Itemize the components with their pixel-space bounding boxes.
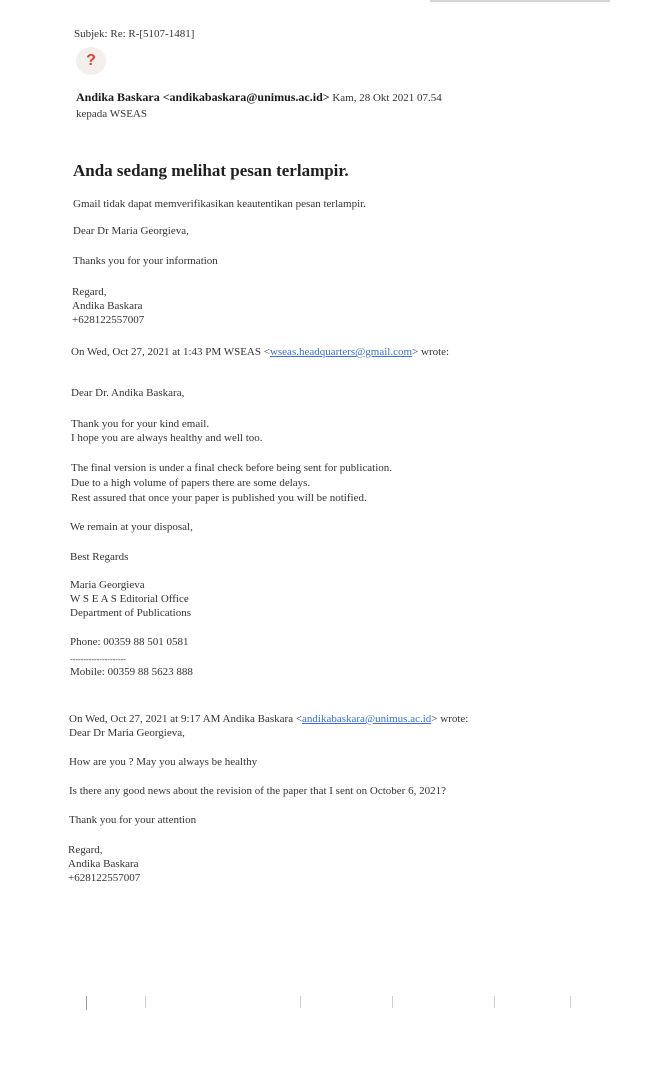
quote1-signature-line: Department of Publications: [70, 607, 191, 619]
quote2-signature-line: Regard,: [68, 844, 103, 856]
unknown-sender-avatar: [76, 47, 106, 75]
quote2-header: [69, 713, 468, 726]
andika-email-link[interactable]: andikabaskara@unimus.ac.id: [302, 713, 432, 725]
email-subject: Subjek: Re: R-[5107-1481]: [74, 28, 195, 40]
quote1-header-suffix: > wrote:: [412, 346, 450, 358]
quote2-line: Thank you for your attention: [69, 814, 197, 826]
verification-notice: Gmail tidak dapat memverifikasikan keautentikan pesan terlampir.: [73, 198, 366, 210]
scan-mark: [494, 996, 495, 1008]
wseas-email-link[interactable]: wseas.headquarters@gmail.com: [269, 346, 413, 358]
quote2-line: Is there any good news about the revision of the paper that I sent on October 6, 2021?: [69, 785, 446, 797]
quote1-phone: Phone: 00359 88 501 0581: [70, 636, 189, 648]
quote1-disposal: We remain at your disposal,: [70, 521, 193, 533]
sender-name[interactable]: Andika Baskara <andikabaskara@unimus.ac.id>: [76, 90, 330, 104]
quote1-signature-line: W S E A S Editorial Office: [70, 593, 189, 605]
reply-body: Thanks you for your information: [73, 255, 218, 267]
quote2-header-prefix: On Wed, Oct 27, 2021 at 9:17 AM Andika Baskara <: [69, 713, 303, 725]
quote2-line: How are you ? May you always be healthy: [69, 756, 258, 768]
quote1-mobile: Mobile: 00359 88 5623 888: [70, 666, 193, 678]
quote1-signature-line: Maria Georgieva: [70, 579, 145, 591]
scan-mark: [570, 996, 571, 1008]
quote1-line: Due to a high volume of papers there are some delays.: [71, 477, 311, 489]
scan-mark: [300, 996, 301, 1008]
attached-message-title: Anda sedang melihat pesan terlampir.: [73, 161, 349, 180]
reply-greeting: Dear Dr Maria Georgieva,: [73, 225, 189, 237]
quote1-line: The final version is under a final check before being sent for publication.: [71, 462, 393, 474]
quote1-divider: ---------------------: [70, 655, 126, 664]
reply-signature-line: Regard,: [72, 286, 107, 298]
quote1-line: Thank you for your kind email.: [71, 418, 210, 430]
quote1-greeting: Dear Dr. Andika Baskara,: [71, 387, 185, 399]
quote2-header-suffix: > wrote:: [431, 713, 469, 725]
quote2-greeting: Dear Dr Maria Georgieva,: [69, 727, 185, 739]
reply-signature-line: +628122557007: [72, 314, 145, 326]
quote1-header-prefix: On Wed, Oct 27, 2021 at 1:43 PM WSEAS <: [71, 346, 270, 358]
scan-mark: [392, 996, 393, 1008]
quote2-signature-line: Andika Baskara: [68, 858, 139, 870]
quote1-line: Rest assured that once your paper is published you will be notified.: [71, 492, 367, 504]
sent-date: Kam, 28 Okt 2021 07.54: [332, 92, 442, 104]
quote1-line: I hope you are always healthy and well too.: [71, 432, 263, 444]
reply-signature-line: Andika Baskara: [72, 300, 143, 312]
recipient-line: kepada WSEAS: [76, 108, 147, 120]
question-mark-icon: ?: [86, 52, 96, 69]
scan-mark: [86, 996, 87, 1010]
scan-edge-line: [430, 0, 610, 2]
quote2-signature-line: +628122557007: [68, 872, 141, 884]
scan-mark: [145, 996, 146, 1008]
quote1-regards: Best Regards: [70, 551, 129, 563]
quote1-header: [71, 346, 449, 359]
sender-line: [76, 91, 442, 105]
